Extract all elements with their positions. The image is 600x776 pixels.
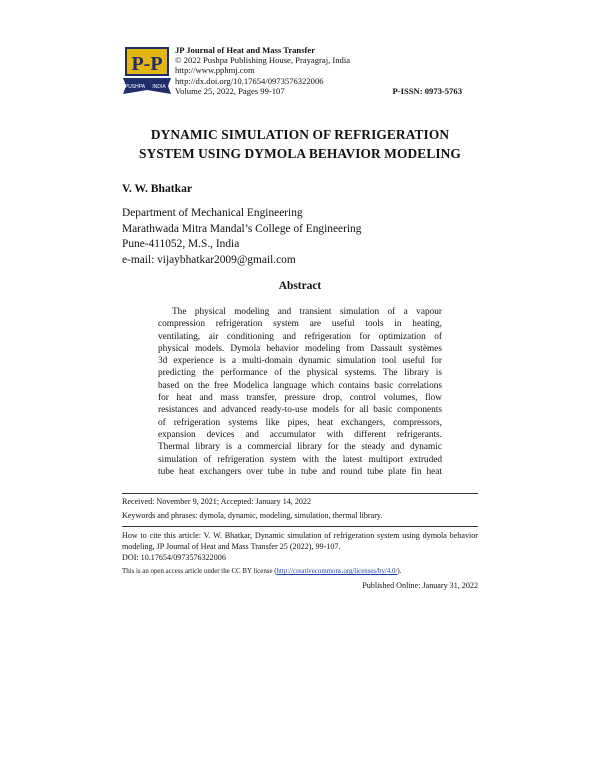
journal-website[interactable]: http://www.pphmj.com [175,65,255,76]
footer-divider [122,493,478,494]
author-name: V. W. Bhatkar [122,182,193,195]
journal-header [175,45,350,96]
svg-text:INDIA: INDIA [152,84,166,90]
abstract-line: 3d experience is a multi-domain dynamic simulation tool useful for [158,356,442,367]
journal-name: JP Journal of Heat and Mass Transfer [175,45,316,55]
license-link[interactable]: http://creativecommons.org/licenses/by/4.0/ [276,568,398,575]
published-online: Published Online: January 31, 2022 [362,581,478,590]
license-note [122,568,401,575]
abstract-line: of refrigeration systems like pipes, heat exchangers, compressors, [158,417,442,428]
copyright-line: © 2022 Pushpa Publishing House, Prayagraj, India [175,55,351,66]
affiliation [122,206,361,268]
title-line: SYSTEM USING DYMOLA BEHAVIOR MODELING [139,145,461,161]
issn: P-ISSN: 0973-5763 [392,86,462,96]
abstract-heading: Abstract [278,280,322,292]
article-title [0,126,600,163]
abstract-line: resistances and advanced ready-to-use models for all basic components [158,405,442,416]
footer-divider [122,526,478,527]
how-to-cite: How to cite this article: V. W. Bhatkar, Dynamic simulation of refrigeration system using dymola behavior modeling, JP Journal of Heat and Mass Transfer 25 (2022), 99-107. [122,531,478,551]
received-accepted: Received: November 9, 2021; Accepted: January 14, 2022 [122,497,312,506]
abstract-line: based on the free Modelica language which contains basic correlations [158,380,442,391]
volume-pages: Volume 25, 2022, Pages 99-107 [175,85,285,96]
abstract-line: physical models. Dymola behavior modeling from Dassault systèmes [158,343,442,354]
svg-text:P-P: P-P [131,53,163,75]
abstract-line: for heat and mass transfer, pressure drop, control volumes, flow [158,393,442,404]
title-line: DYNAMIC SIMULATION OF REFRIGERATION [150,127,450,142]
keywords: Keywords and phrases: dymola, dynamic, modeling, simulation, thermal library. [122,511,383,520]
abstract-line: ventilating, air conditioning and refrigeration for optimization of [158,331,442,342]
affiliation-city: Pune-411052, M.S., India [122,238,240,250]
abstract-line: expansion devices and accumulator with different refrigerants. [158,429,442,440]
affiliation-department: Department of Mechanical Engineering [122,207,303,219]
svg-text:PUSHPA: PUSHPA [124,84,146,90]
doi-link[interactable]: http://dx.doi.org/10.17654/0973576322006 [175,75,324,86]
abstract-line: The physical modeling and transient simulation of a vapour [172,307,442,317]
abstract-line: predicting the performance of the physical systems. The library is [158,368,442,379]
doi: DOI: 10.17654/0973576322006 [122,553,226,562]
citation-block [122,530,478,563]
abstract-line: tube heat exchangers over tube in tube and round tube plate fin heat [158,466,442,477]
license-text: This is an open access article under the CC BY license ( [122,568,277,575]
author-email: e-mail: vijaybhatkar2009@gmail.com [122,253,296,266]
abstract-body [158,306,442,478]
license-text-end: ). [397,568,402,575]
abstract-line: simulation of refrigeration system with the latest multiport extruded [158,454,442,465]
abstract-line: Thermal library is a commercial library for the steady and dynamic [158,442,442,453]
publisher-logo [121,44,173,96]
abstract-line: compression refrigeration system are useful tools in heating, [158,319,442,330]
affiliation-college: Marathwada Mitra Mandal’s College of Engineering [122,222,362,235]
